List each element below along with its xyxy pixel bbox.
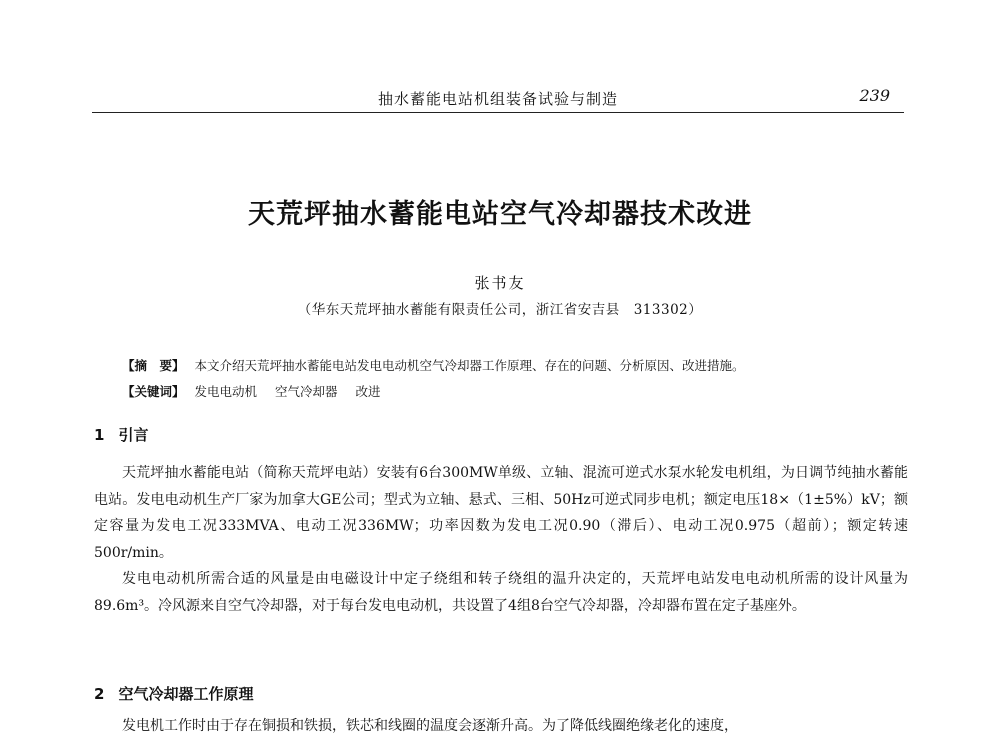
running-header [92, 86, 904, 113]
abstract-text: 本文介绍天荒坪抽水蓄能电站发电电动机空气冷却器工作原理、存在的问题、分析原因、改进措施。 [194, 358, 745, 373]
keyword: 发电电动机 [194, 384, 258, 399]
running-title: 抽水蓄能电站机组装备试验与制造 [377, 90, 618, 108]
keyword: 空气冷却器 [275, 384, 338, 399]
abstract [122, 356, 745, 374]
keywords [122, 382, 399, 400]
section-number: 1 [94, 426, 105, 444]
section-heading-working-principle [94, 683, 253, 704]
author: 张书友 [474, 274, 526, 292]
affiliation: （华东天荒坪抽水蓄能有限责任公司，浙江省安吉县 313302） [297, 302, 703, 318]
section-title: 引言 [118, 426, 149, 444]
section-number: 2 [94, 685, 105, 703]
section-heading-introduction [94, 424, 148, 445]
paragraph: 天荒坪抽水蓄能电站（简称天荒坪电站）安装有6台300MW单级、立轴、混流可逆式水泵水轮发电机组，为日调节纯抽水蓄能电站。发电电动机生产厂家为加拿大GE公司；型式为立轴、悬式、三相、50Hz可逆式同步电机；额定电压18×（1±5%）kV；额定容量为发电工况333MVA、电动工况336MW；功率因数为发电工况0.90（滞后）、电动工况0.975（超前）；额定转速500r/min。 [94, 465, 908, 561]
paper-title: 天荒坪抽水蓄能电站空气冷却器技术改进 [248, 199, 752, 230]
section-body-working-principle [94, 713, 908, 740]
keyword: 改进 [355, 384, 381, 399]
keywords-label: 【关键词】 [122, 384, 185, 399]
abstract-label: 【摘 要】 [122, 358, 185, 373]
section-body-introduction [94, 460, 908, 619]
page-number: 239 [859, 86, 890, 105]
paragraph: 发电电动机所需合适的风量是由电磁设计中定子绕组和转子绕组的温升决定的，天荒坪电站发电电动机所需的设计风量为89.6m³。冷风源来自空气冷却器，对于每台发电电动机，共设置了4组8台空气冷却器，冷却器布置在定子基座外。 [94, 571, 908, 614]
section-title: 空气冷却器工作原理 [118, 685, 254, 703]
paragraph: 发电机工作时由于存在铜损和铁损，铁芯和线圈的温度会逐渐升高。为了降低线圈绝缘老化的速度， [122, 718, 738, 734]
